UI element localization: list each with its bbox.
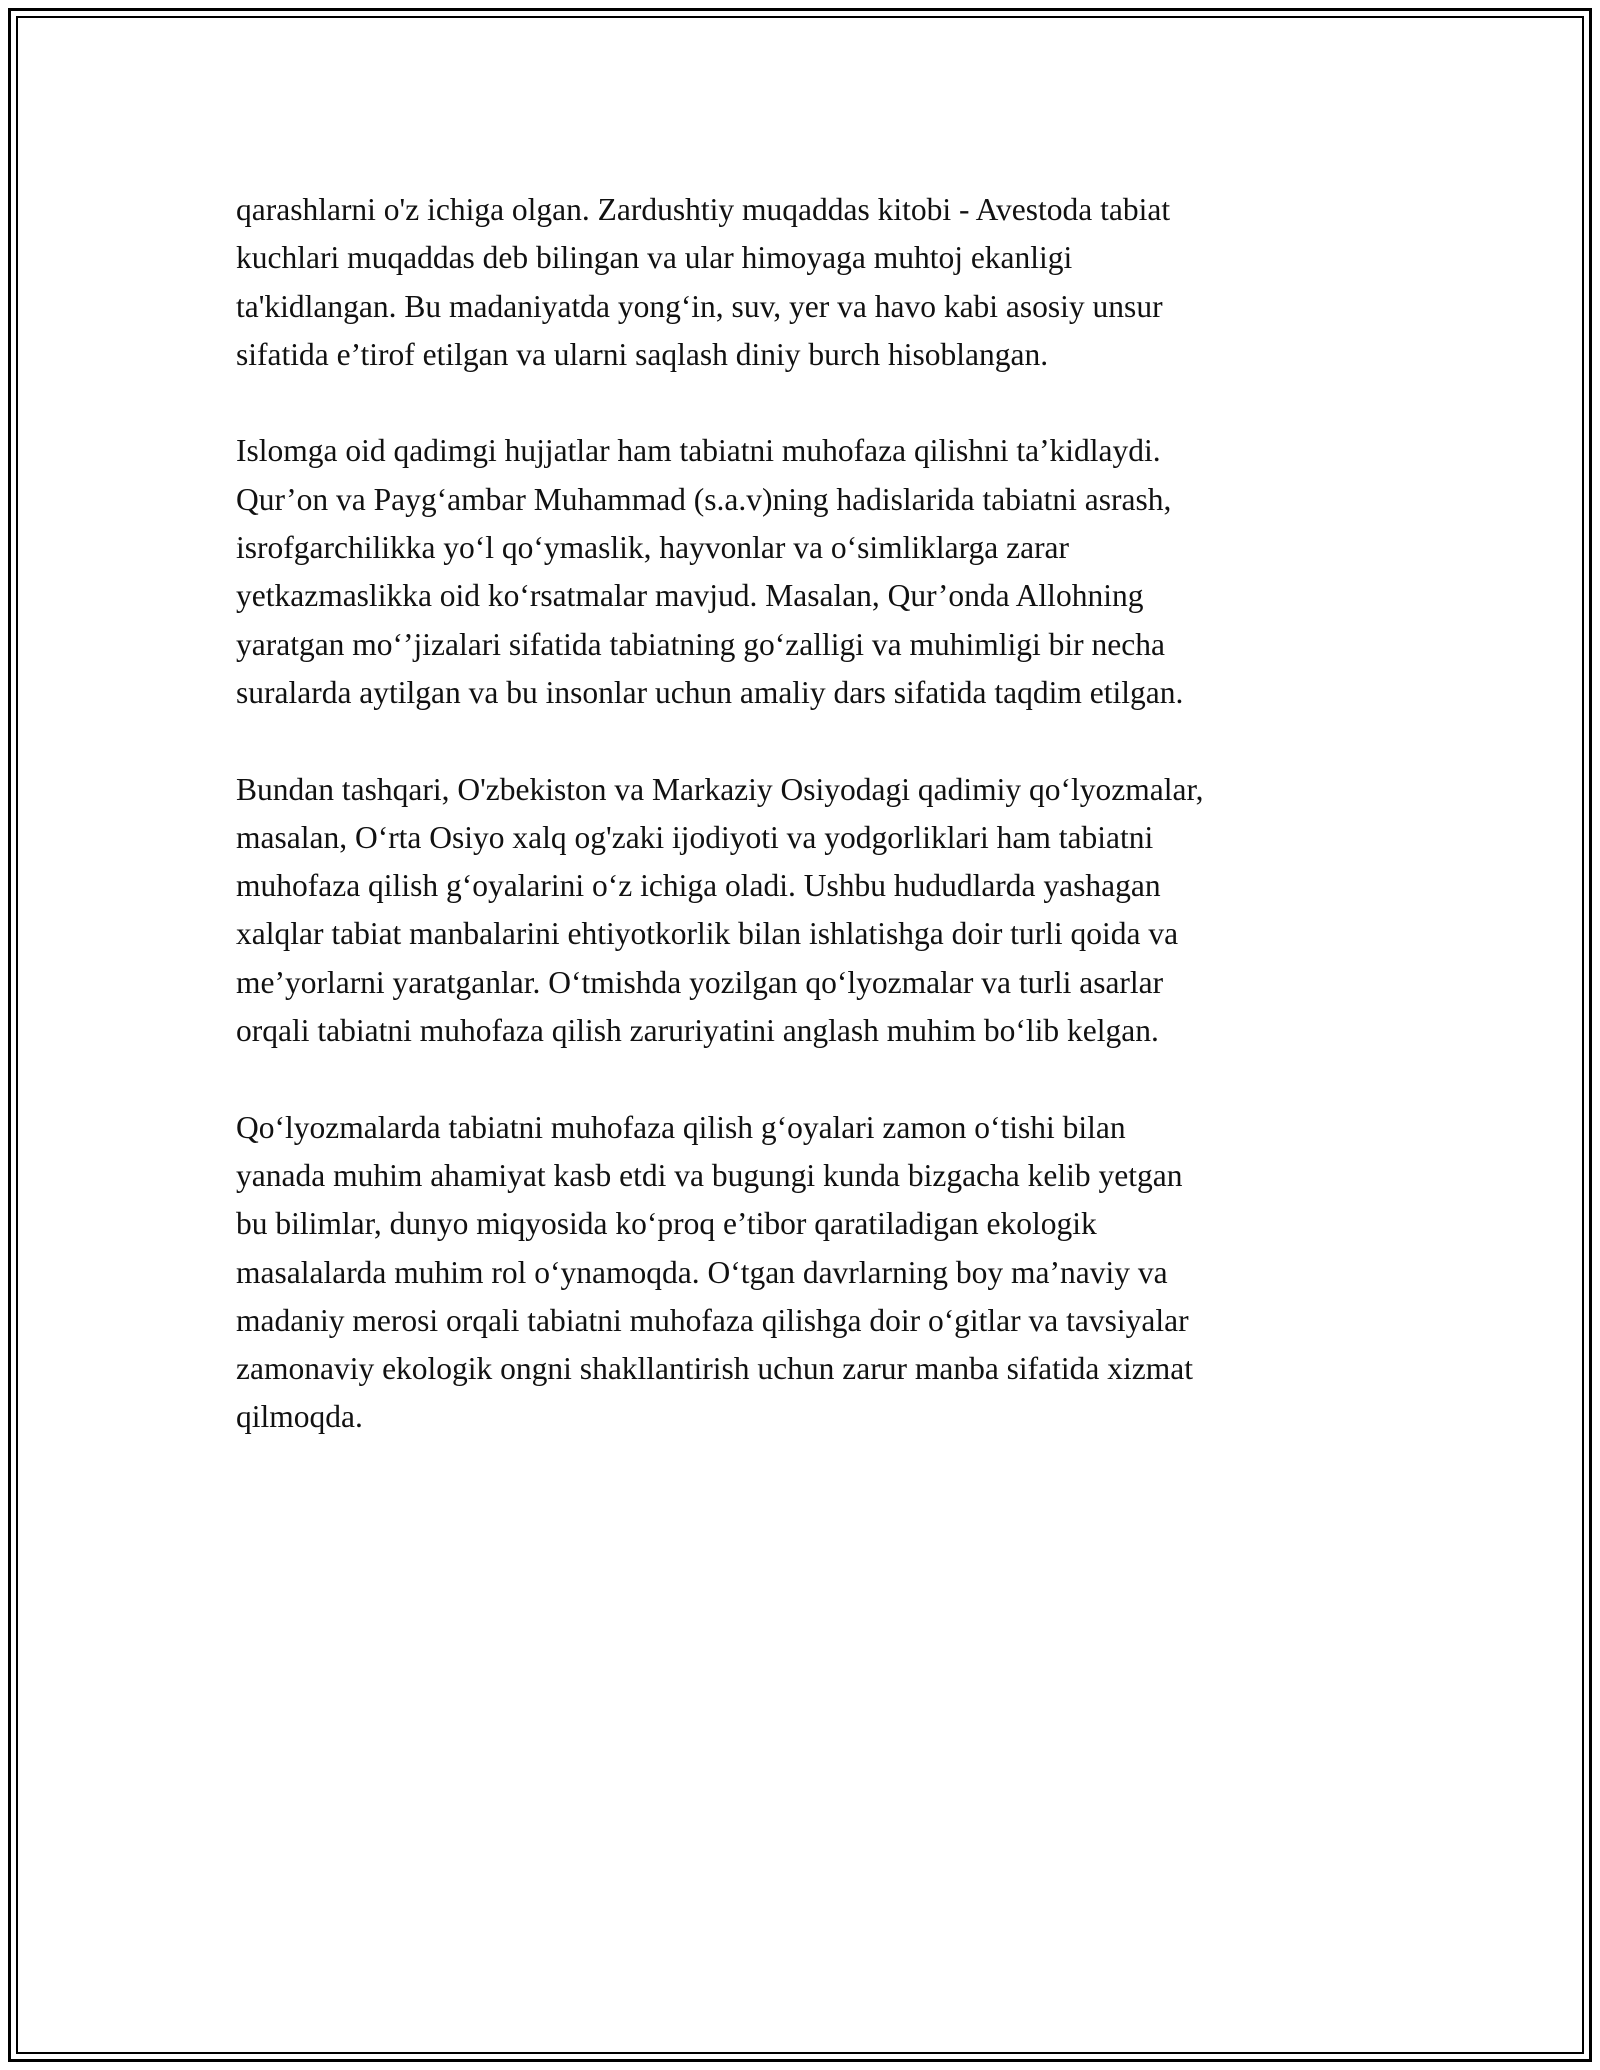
text-line: isrofgarchilikka yo‘l qo‘ymaslik, hayvonlar va o‘simliklarga zarar (236, 530, 1070, 566)
paragraph-1 (236, 186, 1386, 379)
text-line: qarashlarni o'z ichiga olgan. Zardushtiy muqaddas kitobi - Avestoda tabiat (236, 192, 1171, 227)
text-line: xalqlar tabiat manbalarini ehtiyotkorlik bilan ishlatishga doir turli qoida va (236, 916, 1179, 952)
text-line: yanada muhim ahamiyat kasb etdi va bugungi kunda bizgacha kelib yetgan (236, 1157, 1183, 1193)
text-line: masalalarda muhim rol o‘ynamoqda. O‘tgan davrlarning boy ma’naviy va (236, 1254, 1168, 1290)
text-line: ta'kidlangan. Bu madaniyatda yong‘in, suv, yer va havo kabi asosiy unsur (236, 288, 1163, 324)
text-line: masalan, O‘rta Osiyo xalq og'zaki ijodiyoti va yodgorliklari ham tabiatni (236, 819, 1154, 855)
text-line: madaniy merosi orqali tabiatni muhofaza qilishga doir o‘gitlar va tavsiyalar (236, 1302, 1189, 1338)
text-line: Bundan tashqari, O'zbekiston va Markaziy Osiyodagi qadimiy qo‘lyozmalar, (236, 771, 1204, 807)
text-line: suralarda aytilgan va bu insonlar uchun amaliy dars sifatida taqdim etilgan. (236, 674, 1184, 710)
text-line: qilmoqda. (236, 1399, 363, 1435)
text-line: sifatida e’tirof etilgan va ularni saqlash diniy burch hisoblangan. (236, 336, 1049, 372)
text-line: zamonaviy ekologik ongni shakllantirish uchun zarur manba sifatida xizmat (236, 1351, 1193, 1387)
text-line: yetkazmaslikka oid ko‘rsatmalar mavjud. Masalan, Qur’onda Allohning (236, 578, 1144, 614)
text-line: Islomga oid qadimgi hujjatlar ham tabiatni muhofaza qilishni ta’kidlaydi. (236, 433, 1161, 469)
text-line: orqali tabiatni muhofaza qilish zaruriyatini anglash muhim bo‘lib kelgan. (236, 1013, 1159, 1049)
text-line: muhofaza qilish g‘oyalarini o‘z ichiga oladi. Ushbu hududlarda yashagan (236, 868, 1161, 904)
paragraph-2 (236, 427, 1386, 717)
text-line: me’yorlarni yaratganlar. O‘tmishda yozilgan qo‘lyozmalar va turli asarlar (236, 964, 1164, 1000)
paragraph-4 (236, 1104, 1386, 1442)
text-line: kuchlari muqaddas deb bilingan va ular himoyaga muhtoj ekanligi (236, 240, 1073, 276)
text-line: bu bilimlar, dunyo miqyosida ko‘proq e’tibor qaratiladigan ekologik (236, 1206, 1097, 1242)
text-line: Qo‘lyozmalarda tabiatni muhofaza qilish g‘oyalari zamon o‘tishi bilan (236, 1109, 1126, 1145)
text-line: yaratgan mo‘’jizalari sifatida tabiatning go‘zalligi va muhimligi bir necha (236, 626, 1165, 662)
paragraph-3 (236, 766, 1386, 1056)
text-line: Qur’on va Payg‘ambar Muhammad (s.a.v)ning hadislarida tabiatni asrash, (236, 481, 1172, 517)
document-body (236, 186, 1386, 1442)
